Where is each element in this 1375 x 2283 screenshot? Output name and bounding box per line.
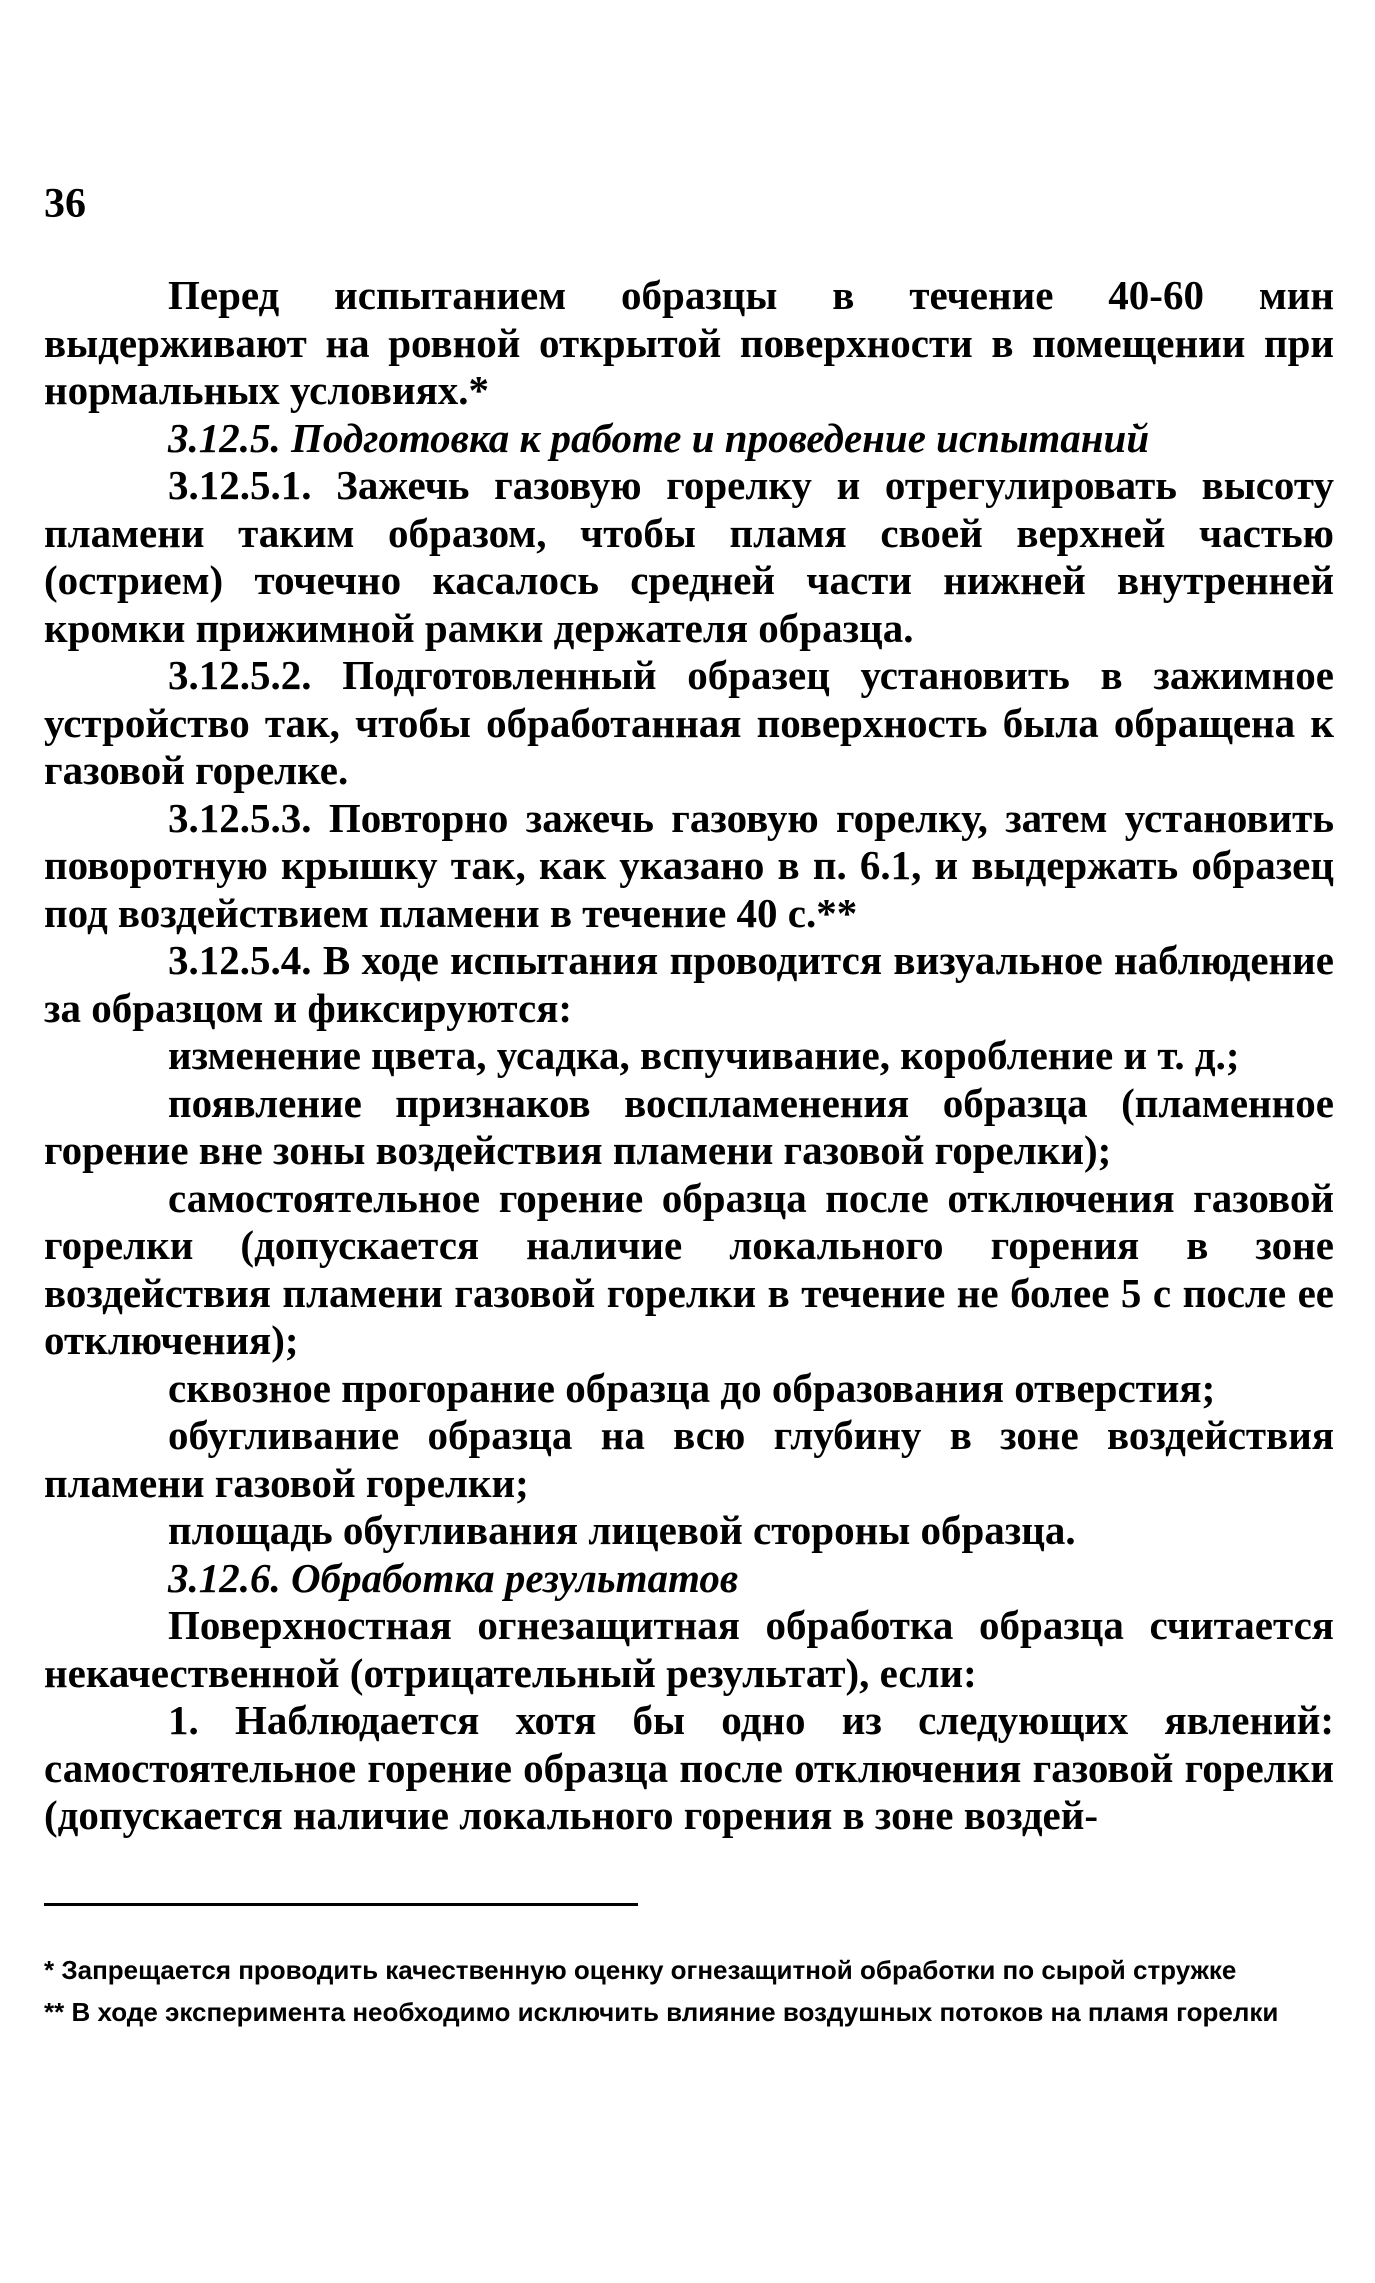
footnote-1: * Запрещается проводить качественную оценку огнезащитной обработки по сырой стружке	[44, 1955, 1237, 1985]
paragraph-results-negative: Поверхностная огнезащитная обработка образца считается некачественной (отрицательный результат), если:	[44, 1602, 1334, 1696]
paragraph-3-12-5-4: 3.12.5.4. В ходе испытания проводится визуальное наблюдение за образцом и фиксируются:	[44, 937, 1334, 1031]
list-item-color-change: изменение цвета, усадка, вспучивание, коробление и т. д.;	[168, 1032, 1240, 1078]
paragraph-3-12-5-1: 3.12.5.1. Зажечь газовую горелку и отрегулировать высоту пламени таким образом, чтобы пламя своей верхней частью (острием) точечно касалось средней части нижней внутренней кромки прижимной рамки держателя образца.	[44, 462, 1334, 651]
list-item-self-burning: самостоятельное горение образца после отключения газовой горелки (допускается наличие локального горения в зоне воздействия пламени газовой горелки в течение не более 5 с после ее отключения);	[44, 1174, 1334, 1363]
footnote-divider	[44, 1903, 638, 1906]
list-item-ignition-signs: появление признаков воспламенения образца (пламенное горение вне зоны воздействия пламени газовой горелки);	[44, 1079, 1334, 1173]
list-item-burn-through: сквозное прогорание образца до образования отверстия;	[168, 1364, 1216, 1411]
list-item-charring-depth: обугливание образца на всю глубину в зоне воздействия пламени газовой горелки;	[44, 1412, 1334, 1506]
paragraph-3-12-5-2: 3.12.5.2. Подготовленный образец установить в зажимное устройство так, чтобы обработанная поверхность была обращена к газовой горелке.	[44, 652, 1334, 793]
body-text	[44, 272, 1334, 1840]
section-heading-3-12-5: 3.12.5. Подготовка к работе и проведение испытаний	[168, 414, 1150, 461]
page-number: 36	[44, 181, 86, 227]
footnotes	[44, 1950, 1334, 2034]
paragraph-sample-conditioning: Перед испытанием образцы в течение 40-60 мин выдерживают на ровной открытой поверхности в помещении при нормальных условиях.*	[44, 272, 1334, 413]
section-heading-3-12-6: 3.12.6. Обработка результатов	[168, 1554, 739, 1601]
list-item-charring-area: площадь обугливания лицевой стороны образца.	[168, 1507, 1076, 1553]
paragraph-3-12-5-3: 3.12.5.3. Повторно зажечь газовую горелку, затем установить поворотную крышку так, как указано в п. 6.1, и выдержать образец под воздействием пламени в течение 40 с.**	[44, 794, 1334, 936]
footnote-2: ** В ходе эксперимента необходимо исключить влияние воздушных потоков на пламя горелки	[44, 1997, 1279, 2027]
paragraph-result-item-1: 1. Наблюдается хотя бы одно из следующих явлений: самостоятельное горение образца после отключения газовой горелки (допускается наличие локального горения в зоне воздей-	[44, 1697, 1334, 1838]
